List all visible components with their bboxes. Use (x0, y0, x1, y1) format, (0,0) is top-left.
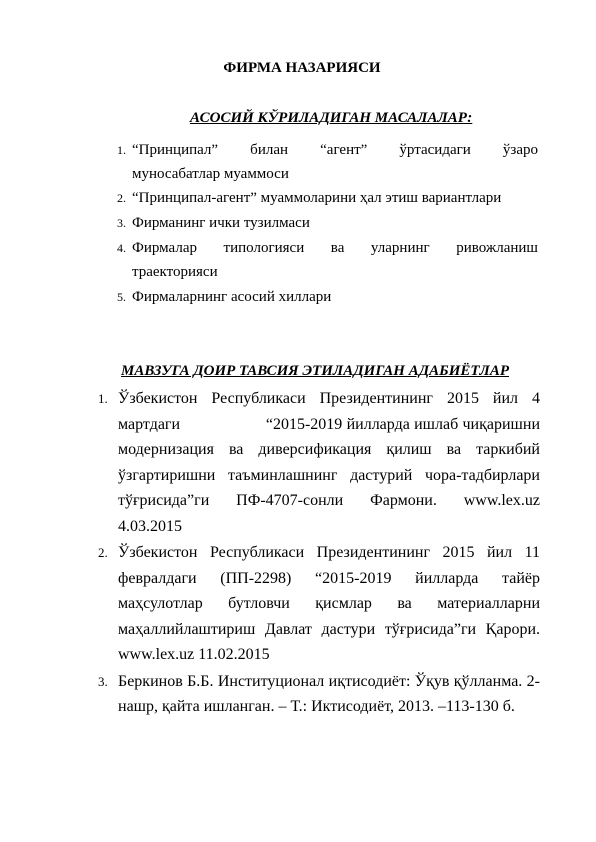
task-line: Фирмалар типологияси ва уларнинг ривожланиш (132, 240, 538, 256)
task-line: муносабатлар муаммоси (132, 166, 289, 182)
ref-item (98, 540, 540, 668)
ref-line: Ўзбекистон Республикаси Президентининг 2015 йил 4 (118, 390, 540, 407)
task-item (118, 186, 538, 210)
task-line: “Принципал” билан “агент” ўртасидаги ўзаро (132, 142, 538, 158)
task-number: 2. (117, 191, 126, 205)
ref-line: тўғрисида”ги ПФ-4707-сонли Фармони. www.lex.uz (118, 492, 540, 509)
ref-line: мартдаги “2015-2019 йилларда ишлаб чиқаришни (118, 415, 540, 433)
ref-item (98, 386, 540, 539)
task-item (118, 285, 538, 309)
tasks-heading: АСОСИЙ КЎРИЛАДИГАН МАСАЛАЛАР: (190, 110, 473, 126)
ref-line: февралдаги (ПП-2298) “2015-2019 йилларда тайёр (118, 569, 540, 587)
task-number: 3. (117, 216, 126, 230)
ref-line: маҳаллийлаштириш Давлат дастури тўғрисида”ги Қарори. (118, 620, 540, 638)
task-item (118, 236, 538, 284)
ref-number: 1. (98, 391, 108, 406)
ref-line: ўзгартиришни таъминлашнинг дастурий чора-тадбирлари (118, 466, 540, 484)
task-line: Фирманинг ички тузилмаси (132, 215, 310, 231)
page-title-text: ФИРМА НАЗАРИЯСИ (223, 60, 381, 76)
ref-line: Беркинов Б.Б. Институционал иқтисодиёт: Ўқув қўлланма. 2- (118, 672, 540, 690)
ref-line: Ўзбекистон Республикаси Президентининг 2015 йил 11 (118, 544, 540, 561)
task-line: траекторияси (132, 264, 218, 280)
ref-line: 4.03.2015 (118, 517, 182, 535)
refs-heading: МАВЗУГА ДОИР ТАВСИЯ ЭТИЛАДИГАН АДАБИЁТЛАР (121, 363, 509, 379)
task-number: 1. (117, 143, 126, 157)
ref-line: маҳсулотлар бутловчи қисмлар ва материалларни (118, 595, 540, 612)
task-line: Фирмаларнинг асосий хиллари (132, 289, 332, 305)
page-title (0, 60, 596, 77)
ref-number: 3. (98, 673, 108, 689)
task-item (118, 138, 538, 186)
ref-line: нашр, қайта ишланган. – Т.: Иктисодиёт, 2013. –113-130 б. (118, 698, 515, 715)
tasks-list (118, 138, 538, 309)
ref-number: 2. (98, 545, 108, 560)
ref-item (98, 669, 540, 720)
ref-line: www.lex.uz 11.02.2015 (118, 646, 270, 663)
ref-line: модернизация ва диверсификация қилиш ва таркибий (118, 441, 540, 458)
refs-list (98, 386, 540, 720)
task-number: 4. (117, 241, 126, 255)
task-line: “Принципал-агент” муаммоларини ҳал этиш вариантлари (132, 190, 502, 206)
task-number: 5. (117, 290, 126, 304)
task-item (118, 211, 538, 235)
